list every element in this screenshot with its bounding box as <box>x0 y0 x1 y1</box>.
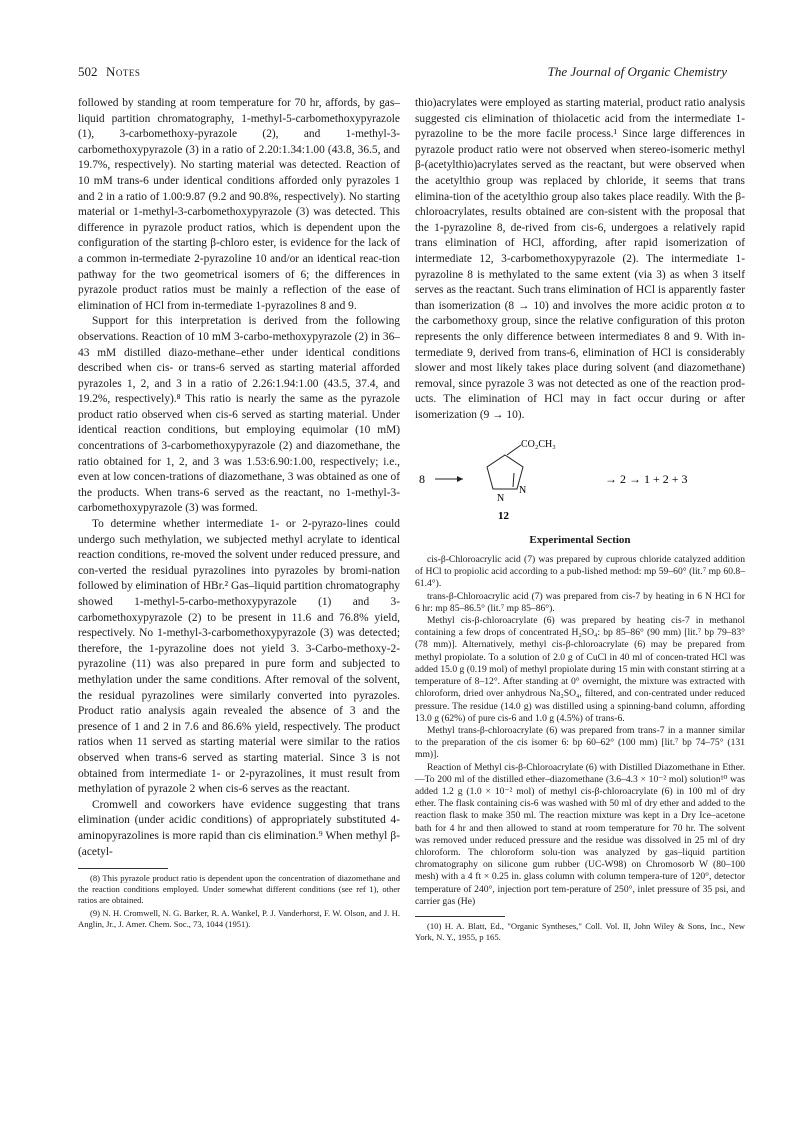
right-column <box>415 96 745 945</box>
experimental-paragraph: trans-β-Chloroacrylic acid (7) was prepared from cis-7 by heating in 6 N HCl for 6 hr: mp 85–86.5° (lit.⁷ mp 85–86°). <box>415 590 745 614</box>
left-column <box>78 96 400 932</box>
section-name: Notes <box>106 64 141 79</box>
substituent-bond <box>507 445 521 455</box>
body-paragraph: followed by standing at room temperature for 70 hr, affords, by gas–liquid partition chromatography, 1-methyl-5-carbomethoxypyrazole (1), 3-carbomethoxy-pyrazole (2), and 1-methyl-3-carbomethoxypyrazole (3) in a ratio of 2.20:1.34:1.00 (43.8, 36.5, and 19.7%, respectively). No starting material was detected. Reaction of 10 mM trans-6 under identical conditions afforded only pyrazoles 1 and 2 in a ratio of 1.00:9.87 (9.2 and 90.8%, respectively). No starting material or 1-methyl-3-carbomethoxypyrazole (3) was detected. This difference in pyrazole product ratios, which is dependent upon the configuration of the starting β-chloro ester, is evidence for the lack of a common in-termediate 2-pyrazoline 10 and/or an identical reac-tion pathway for the two geometrical isomers of 6; the differences in pyrazole product ratios must be mainly a reflection of the ease of elimination of HCl from in-termediate 1-pyrazolines 8 and 9. <box>78 97 400 312</box>
double-bond <box>513 473 514 487</box>
body-paragraph: thio)acrylates were employed as starting material, product ratio analysis suggested cis elimination of thiolacetic acid from the intermediate 1-pyrazoline to be the more facile process.¹ Since large differences in pyrazole product ratio were not observed when stereo-isomeric methyl β-(acetylthio)acrylates served as the reactant, but were observed when the acetylthio group was replaced by chloride, it seems that trans elimina-tion of the acetylthio group also takes place readily. With the β-chloroacrylates, results obtained are con-sistent with the proposal that the 1-pyrazoline 8, de-rived from cis-6, undergoes a relatively rapid trans elimination of HCl, affording, after rapid isomerization of intermediate 12, 3-carbomethoxypyrazole (2). The intermediate 1-pyrazoline 8 is methylated to the same extent (via 3) as when 3 itself serves as the reactant. Such trans elimination of HCl is apparently faster than isomerization (8 → 10) and involves the more acidic proton α to the carbomethoxy group, since the relative configuration of this proton represents the only difference between intermediates 8 and 9. With in-termediate 9, derived from trans-6, elimination of HCl is considerably slower and most likely takes place during solvent (and diazomethane) removal, since pyrazole 3 was not detected as one of the reaction prod-ucts. The elimination of HCl may in fact occur during or after isomerization (9 → 10). <box>415 97 745 421</box>
page-number: 502 <box>78 64 98 79</box>
footnote: (9) N. H. Cromwell, N. G. Barker, R. A. Wankel, P. J. Vanderhorst, F. W. Olson, and J. H. Anglin, Jr., J. Amer. Chem. Soc., 73, 1044 (1951). <box>78 908 400 930</box>
ring-n2: N <box>497 493 505 505</box>
substituent-label: CO₂CH₃ <box>521 439 556 451</box>
compound-number: 12 <box>498 510 509 523</box>
footnote-divider <box>78 868 168 869</box>
footnote-divider <box>415 916 505 917</box>
reaction-scheme <box>415 437 745 525</box>
experimental-section <box>415 554 745 908</box>
arrow-head <box>457 476 463 482</box>
scheme-drawing <box>415 437 745 525</box>
footnote: (10) H. A. Blatt, Ed., "Organic Syntheses," Coll. Vol. II, John Wiley & Sons, Inc., New York, N. Y., 1955, p 165. <box>415 920 745 942</box>
experimental-paragraph: Methyl cis-β-chloroacrylate (6) was prepared by heating cis-7 in methanol containing a few drops of concentrated H₂SO₄: bp 85–86° (90 mm) [lit.⁷ bp 79–83° (78 mm)]. Alternatively, methyl cis-β-chloroacrylate (6) may be prepared from methyl propiolate. To a solution of 2.0 g of CuCl in 40 ml of concen-trated HCl was added 15.0 g (0.19 mol) of methyl propiolate during 15 min with constant stirring at a temperature of 8–12°. After standing at 0° overnight, the mixture was extracted with chloroform, dried over anhydrous Na₂SO₄, filtered, and con-centrated under reduced pressure. The residue (14.0 g) was distilled using a spinning-band column, affording 13.0 g (62%) of pure cis-6 and 1.0 g (4.5%) of trans-6. <box>415 615 745 724</box>
body-paragraph: To determine whether intermediate 1- or 2-pyrazo-lines could undergo such methylation, we subjected methyl acrylate to identical reaction conditions, re-moved the solvent under reduced pressure, and con-verted the residual pyrazolines into pyrazoles by bromi-nation followed by elimination of HBr.² Gas–liquid partition chromatography showed 1-methyl-5-carbo-methoxypyrazole (1) and 3-carbomethoxypyrazole (2) to be present in 11.6 and 76.8% yield, respectively. No 1-methyl-3-carbomethoxypyrazole (3) was detected; therefore, the 1-pyrazoline does not yield 3. 3-Carbo-methoxy-2-pyrazoline (11) was also prepared in pure form and subjected to methylation under the same conditions. After removal of the solvent, the residual pyrazolines were similarly converted into pyrazoles. Product ratio analysis again revealed the absence of 3 and the presence of 1 and 2 in 7.6 and 86.6% yield, respectively. The product ratios when 11 served as starting material were similar to the ratios observed when trans-6 served as starting material. Since 3 is not obtained from intermediate 1- or 2-pyrazolines, it must result from methylation of pyrazole 2 when cis-6 serves as the reactant. <box>78 518 400 796</box>
journal-title: The Journal of Organic Chemistry <box>547 64 727 79</box>
experimental-paragraph: cis-β-Chloroacrylic acid (7) was prepared by cuprous chloride catalyzed addition of HCl to propiolic acid according to a pub-lished method: mp 59–60° (lit.⁷ mp 60.8–61.4°). <box>415 554 745 590</box>
experimental-paragraph: Reaction of Methyl cis-β-Chloroacrylate (6) with Distilled Diazomethane in Ether.—To 200 ml of the distilled ether–diazomethane (3.6–4.3 × 10⁻² mol) solution¹⁰ was added 1.2 g (1.0 × 10⁻² mol) of methyl cis-β-chloroacrylate (6) in 100 ml of dry ether. The flask containing cis-6 was washed with 50 ml of dry ether and added to the reaction flask to make 350 ml. The reaction mixture was kept in a Dry Ice–acetone bath for 4 hr and then allowed to stand at room temperature for 70 hr. The solvent was removed under reduced pressure and the residue was dissolved in 25 ml of dry chloroform. The chloroform solu-tion was analyzed by gas–liquid partition chromatography on silicone gum rubber (UC-W98) on Chromosorb W (80–100 mesh) with a 4 ft × 0.25 in. glass column with column tempera-ture of 120°, detector temperature of 240°, injection port tem-perature of 250°, inlet pressure of 35 psi, and carrier gas (He) <box>415 761 745 907</box>
scheme-start-label: 8 <box>419 472 425 487</box>
body-paragraph: Support for this interpretation is derived from the following observations. Reaction of 10 mM 3-carbo-methoxypyrazole (2) in 36–43 mM distilled diazo-methane–ether under identical conditions described when cis- or trans-6 served as starting material afforded pyrazoles 1, 2, and 3 in a ratio of 2.26:1.94:1.00 (43.5, 37.4, and 19.2%, respectively).⁸ This ratio is nearly the same as the pyrazole product ratio observed when cis-6 served as starting material. Under identical reaction conditions, but employing equimolar (10 mM) concentrations of 3-carbomethoxypyrazole (2) and diazomethane, the ratio obtained for 1, 2, and 3 was 1.53:6.90:1.00, respectively; i.e., even at low concen-trations of diazomethane, 3 was obtained as one of the products. When trans-6 served as the reactant, no 1-methyl-3-carbomethoxypyrazole (3) was formed. <box>78 315 400 515</box>
footnotes <box>415 921 745 943</box>
footnotes <box>78 873 400 930</box>
scheme-sequence: → 2 → 1 + 2 + 3 <box>605 472 688 487</box>
footnote: (8) This pyrazole product ratio is dependent upon the concentration of diazomethane and the reaction conditions employed. Under somewhat different conditions (see ref 1), other ratios are obtained. <box>78 873 400 906</box>
ring-n1: N <box>519 485 527 497</box>
experimental-heading: Experimental Section <box>529 534 631 547</box>
page-header <box>78 64 727 82</box>
body-paragraph: Cromwell and coworkers have evidence suggesting that trans elimination (under acidic conditions) of appropriately substituted 4-aminopyrazolines is more rapid than cis elimination.⁹ When methyl β-(acetyl- <box>78 798 400 858</box>
experimental-paragraph: Methyl trans-β-chloroacrylate (6) was prepared from trans-7 in a manner similar to the preparation of the cis isomer 6: bp 60–62° (100 mm) [lit.⁷ bp 74–75° (131 mm)]. <box>415 724 745 761</box>
pyrazoline-ring <box>487 455 523 489</box>
